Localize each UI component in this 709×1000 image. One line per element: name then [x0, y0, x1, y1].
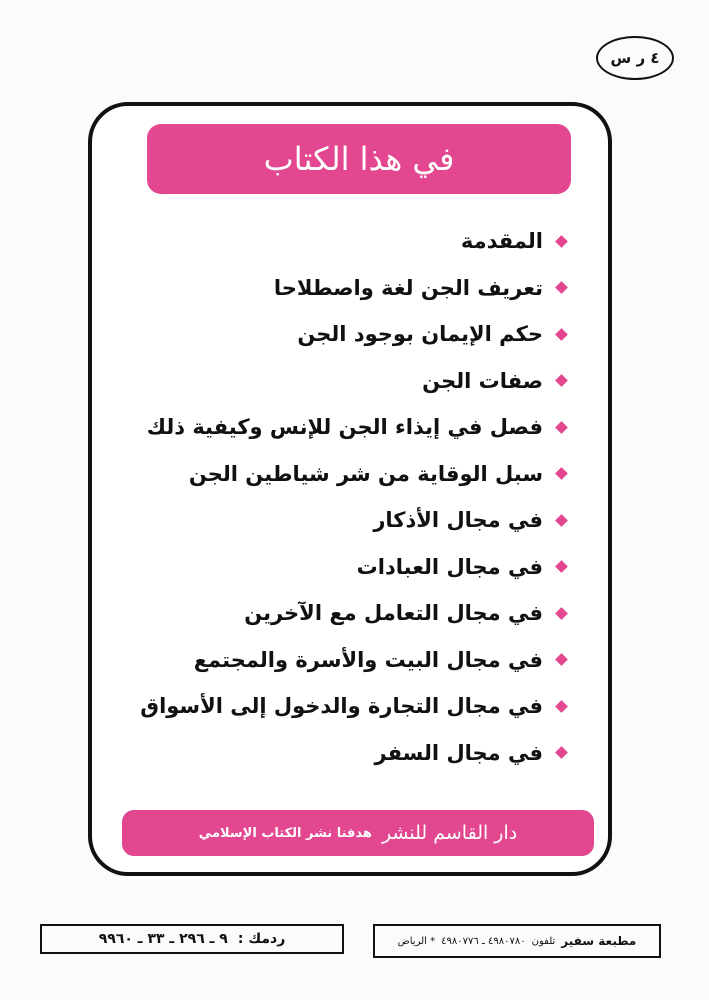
list-item-label: في مجال السفر [374, 740, 543, 765]
diamond-bullet-icon [555, 514, 568, 527]
isbn-value: ٩ ـ ٢٩٦ ـ ٣٣ ـ ٩٩٦٠ [98, 931, 228, 947]
page-label [596, 36, 674, 80]
page-label-text: ٤ ر س [610, 49, 660, 67]
list-item-label: في مجال البيت والأسرة والمجتمع [193, 647, 543, 672]
diamond-bullet-icon [555, 421, 568, 434]
list-item-label: في مجال التعامل مع الآخرين [244, 601, 543, 626]
diamond-bullet-icon [555, 328, 568, 341]
list-item-label: في مجال التجارة والدخول إلى الأسواق [140, 694, 543, 719]
printer-info [373, 924, 661, 958]
diamond-bullet-icon [555, 467, 568, 480]
list-item [150, 590, 570, 637]
diamond-bullet-icon [555, 281, 568, 294]
printer-name: مطبعة سفير [561, 934, 637, 948]
list-item [150, 637, 570, 684]
list-item [150, 358, 570, 405]
list-item-label: صفات الجن [422, 368, 543, 393]
diamond-bullet-icon [555, 607, 568, 620]
list-item [146, 404, 570, 451]
contents-list [140, 218, 570, 776]
list-item-label: حكم الإيمان بوجود الجن [297, 322, 543, 347]
list-item-label: في مجال العبادات [356, 554, 543, 579]
printer-phones: ٤٩٨٠٧٨٠ ـ ٤٩٨٠٧٧٦ [441, 935, 526, 947]
isbn-label: ردمك : [237, 931, 286, 947]
list-item [150, 497, 570, 544]
diamond-bullet-icon [555, 374, 568, 387]
list-item [150, 730, 570, 777]
list-item-label: تعريف الجن لغة واصطلاحا [273, 275, 543, 300]
isbn-box [40, 924, 344, 954]
list-item [150, 451, 570, 498]
contents-title: في هذا الكتاب [263, 140, 455, 178]
publisher-slogan: هدفنا نشر الكتاب الإسلامي [198, 825, 372, 841]
list-item [150, 265, 570, 312]
list-item [140, 683, 570, 730]
publisher-banner [122, 810, 594, 856]
list-item-label: سبل الوقاية من شر شياطين الجن [188, 461, 543, 486]
list-item [150, 311, 570, 358]
list-item [150, 544, 570, 591]
printer-phone-label: تلفون [531, 935, 556, 947]
contents-banner [147, 124, 571, 194]
list-item-label: في مجال الأذكار [373, 508, 543, 533]
diamond-bullet-icon [555, 653, 568, 666]
printer-city: * الرياض [397, 935, 436, 947]
list-item-label: المقدمة [460, 229, 543, 254]
publisher-name: دار القاسم للنشر [381, 822, 518, 844]
list-item [150, 218, 570, 265]
diamond-bullet-icon [555, 746, 568, 759]
diamond-bullet-icon [555, 560, 568, 573]
list-item-label: فصل في إيذاء الجن للإنس وكيفية ذلك [146, 415, 543, 440]
diamond-bullet-icon [555, 235, 568, 248]
diamond-bullet-icon [555, 700, 568, 713]
